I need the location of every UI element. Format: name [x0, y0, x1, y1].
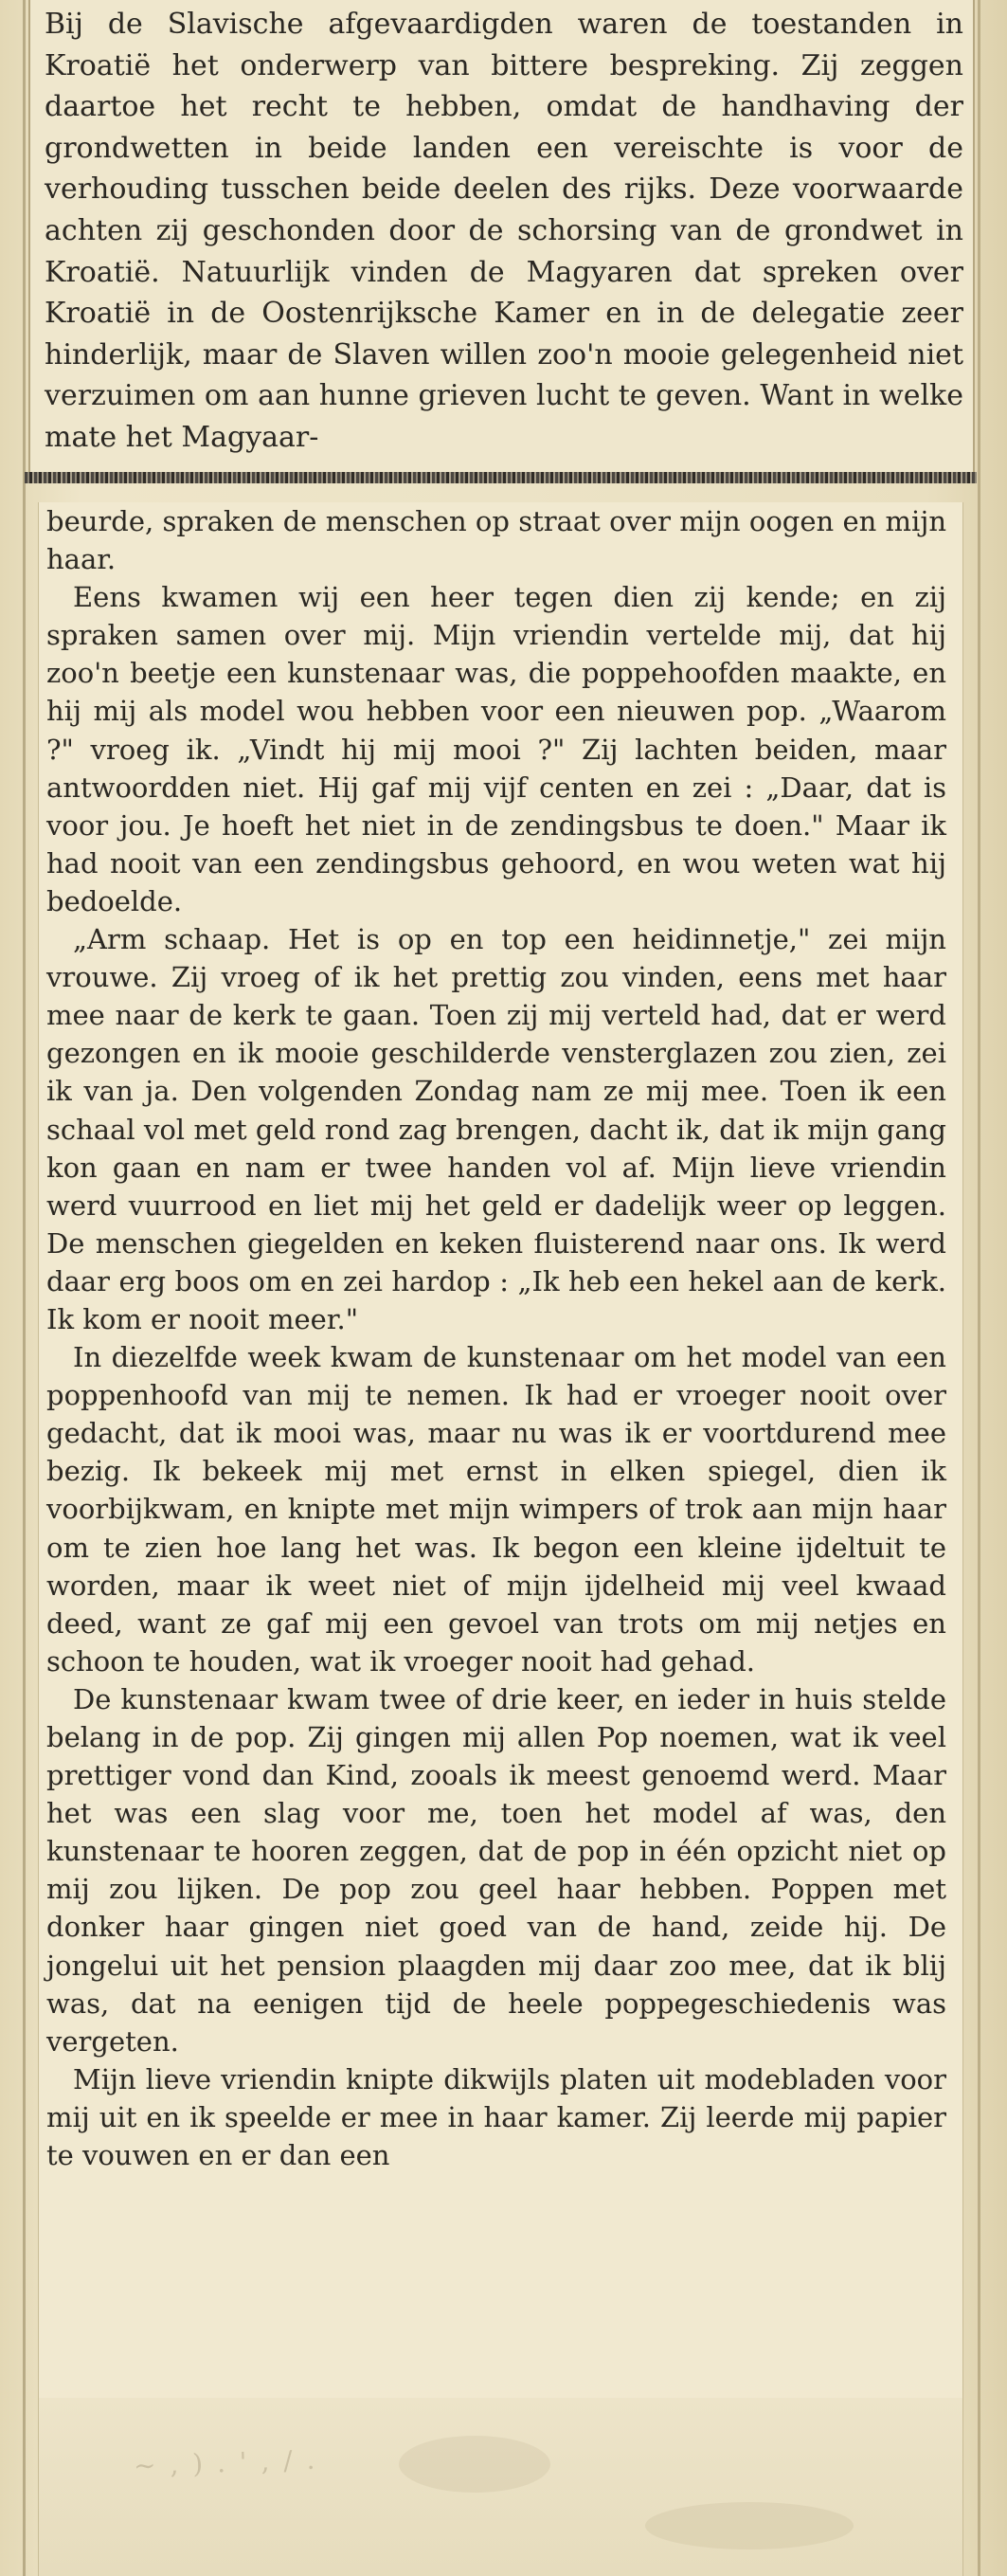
decorative-column-rule	[25, 472, 977, 483]
paper-stain	[399, 2436, 550, 2493]
article-paragraph: beurde, spraken de menschen op straat over mijn oogen en mijn haar.	[46, 505, 946, 576]
article-paragraph: Mijn lieve vriendin knipte dikwijls platen uit modebladen voor mij uit en ik speelde er mee in haar kamer. Zij leerde mij papier te vouwen en er dan een	[46, 2062, 946, 2172]
clipping-stub-paper	[38, 2398, 963, 2576]
blank-clipping-stub	[0, 2398, 1007, 2576]
page-edge-right	[978, 0, 980, 2576]
top-newspaper-clipping	[28, 0, 975, 472]
main-newspaper-clipping	[38, 502, 963, 2398]
page-edge-left	[23, 0, 26, 2576]
top-clipping-text: Bij de Slavische afgevaardigden waren de toestanden in Kroatië het onderwerp van bittere bespreking. Zij zeggen daartoe het recht te hebben, omdat de handhaving der grondwetten in beide landen een vereischte is voor de verhouding tusschen beide deelen des rijks. Deze voorwaarde achten zij geschonden door de schorsing van de grondwet in Kroatië. Natuurlijk vinden de Magyaren dat spreken over Kroatië in de Oostenrijksche Kamer en in de delegatie zeer hinderlijk, maar de Slaven willen zoo'n mooie gelegenheid niet verzuimen om aan hunne grieven lucht te geven. Want in welke mate het Magyaar-	[45, 8, 963, 454]
article-paragraph: De kunstenaar kwam twee of drie keer, en ieder in huis stelde belang in de pop. Zij gingen mij allen Pop noemen, wat ik veel prettiger vond dan Kind, zooals ik meest genoemd werd. Maar het was een slag voor me, toen het model af was, den kunstenaar te hooren zeggen, dat de pop in één opzicht niet op mij zou lijken. De pop zou geel haar hebben. Poppen met donker haar gingen niet goed van de hand, zeide hij. De jongelui uit het pension plaagden mij daar zoo mee, dat ik blij was, dat na eenigen tijd de heele poppegeschiedenis was vergeten.	[46, 1682, 946, 2058]
paper-stain	[645, 2502, 854, 2549]
article-paragraph: In diezelfde week kwam de kunstenaar om het model van een poppenhoofd van mij te nemen. Ik had er vroeger nooit over gedacht, dat ik mooi was, maar nu was ik er voortdurend mee bezig. Ik bekeek mij met ernst in elken spiegel, dien ik voorbijkwam, en knipte met mijn wimpers of trok aan mijn haar om te zien hoe lang het was. Ik begon een kleine ijdeltuit te worden, maar ik weet niet of mijn ijdelheid mij veel kwaad deed, want ze gaf mij een gevoel van trots om mij netjes en schoon te houden, wat ik vroeger nooit had gehad.	[46, 1341, 946, 1678]
article-paragraph: „Arm schaap. Het is op en top een heidinnetje," zei mijn vrouwe. Zij vroeg of ik het prettig zou vinden, eens met haar mee naar de kerk te gaan. Toen zij mij verteld had, dat er werd gezongen en ik mooie geschilderde vensterglazen zou zien, zei ik van ja. Den volgenden Zondag nam ze mij mee. Toen ik een schaal vol met geld rond zag brengen, dacht ik, dat ik mijn gang kon gaan en nam er twee handen vol af. Mijn lieve vriendin werd vuurrood en liet mij het geld er dadelijk weer op leggen. De menschen giegelden en keken fluisterend naar ons. Ik werd daar erg boos om en zei hardop : „Ik heb een hekel aan de kerk. Ik kom er nooit meer."	[46, 923, 946, 1335]
article-paragraph: Eens kwamen wij een heer tegen dien zij kende; en zij spraken samen over mij. Mijn vriendin vertelde mij, dat hij zoo'n beetje een kunstenaar was, die poppehoofden maakte, en hij mij als model wou hebben voor een nieuwen pop. „Waarom ?" vroeg ik. „Vindt hij mij mooi ?" Zij lachten beiden, maar antwoordden niet. Hij gaf mij vijf centen en zei : „Daar, dat is voor jou. Je hoeft het niet in de zendingsbus te doen." Maar ik had nooit van een zendingsbus gehoord, en wou weten wat hij bedoelde.	[46, 581, 946, 917]
faded-ink-smudge: ~ , ) . ' , / .	[133, 2443, 318, 2482]
article-body	[46, 502, 946, 2174]
